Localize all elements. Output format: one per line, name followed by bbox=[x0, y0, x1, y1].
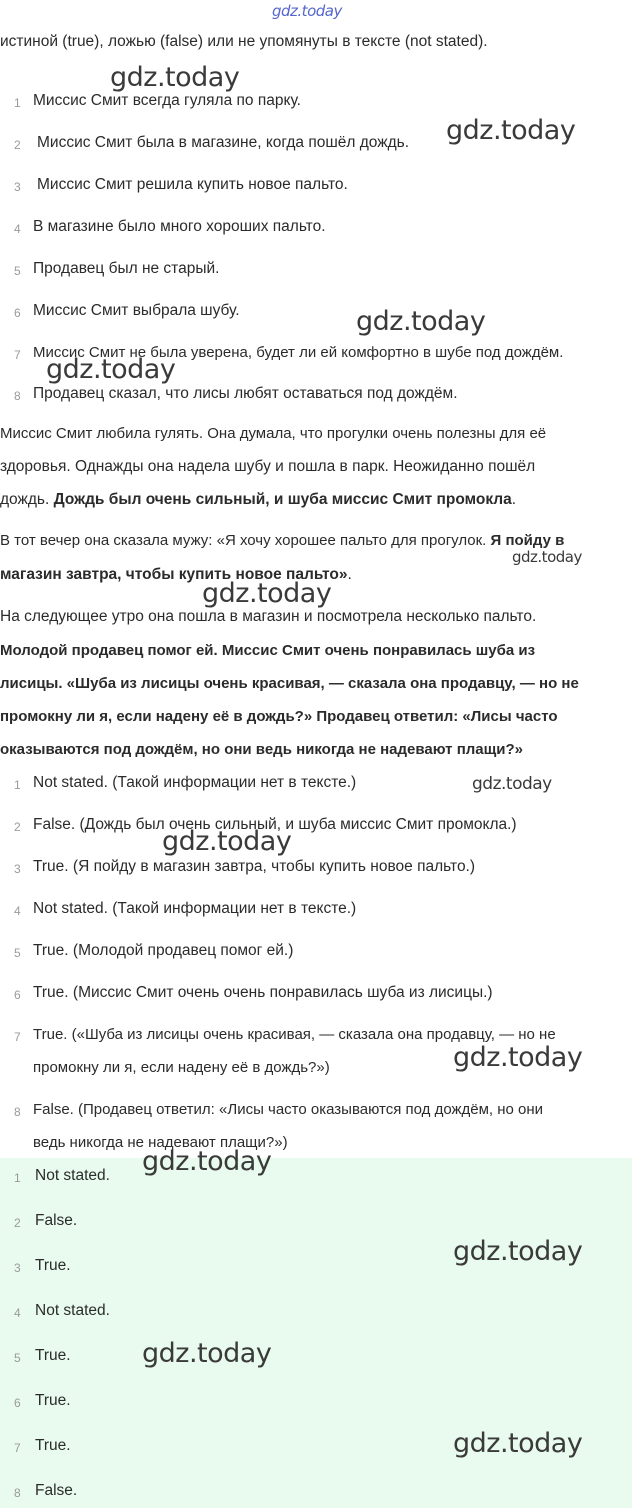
item-text: Not stated. bbox=[35, 1167, 110, 1184]
item-number: 7 bbox=[14, 1441, 21, 1455]
item-text: Миссис Смит решила купить новое пальто. bbox=[37, 176, 348, 193]
item-text: ведь никогда не надевают плащи?») bbox=[33, 1134, 288, 1151]
watermark: gdz.today bbox=[110, 62, 240, 93]
item-number: 8 bbox=[14, 1486, 21, 1500]
item-number: 2 bbox=[14, 1216, 21, 1230]
story-line: Молодой продавец помог ей. Миссис Смит очень понравилась шуба из bbox=[0, 642, 536, 659]
story-bold: Я пойду в bbox=[490, 532, 565, 549]
item-text: True. («Шуба из лисицы очень красивая, — сказала она продавцу, — но не bbox=[33, 1026, 556, 1043]
item-text: промокну ли я, если надену её в дождь?») bbox=[33, 1059, 330, 1076]
item-number: 1 bbox=[14, 1171, 21, 1185]
story-line: лисицы. «Шуба из лисицы очень красивая, — сказала она продавцу, — но не bbox=[0, 675, 579, 692]
item-text: False. (Продавец ответил: «Лисы часто оказываются под дождём, но они bbox=[33, 1101, 544, 1118]
item-text: Миссис Смит не была уверена, будет ли ей комфортно в шубе под дождём. bbox=[33, 344, 564, 361]
item-number: 5 bbox=[14, 946, 21, 960]
item-text: True. bbox=[35, 1257, 71, 1274]
item-text: True. (Я пойду в магазин завтра, чтобы купить новое пальто.) bbox=[33, 858, 476, 875]
item-number: 7 bbox=[14, 1030, 21, 1044]
story-span: . bbox=[511, 491, 517, 508]
watermark: gdz.today bbox=[453, 1236, 583, 1267]
story-line: оказываются под дождём, но они ведь никогда не надевают плащи?» bbox=[0, 741, 524, 758]
item-text: True. (Молодой продавец помог ей.) bbox=[33, 942, 294, 959]
item-number: 1 bbox=[14, 96, 21, 110]
item-number: 1 bbox=[14, 778, 21, 792]
watermark: gdz.today bbox=[446, 115, 576, 146]
watermark: gdz.today bbox=[142, 1338, 272, 1369]
item-text: В магазине было много хороших пальто. bbox=[33, 218, 326, 235]
watermark: gdz.today bbox=[162, 826, 292, 857]
story-span: . bbox=[347, 566, 352, 583]
watermark: gdz.today bbox=[356, 306, 486, 337]
item-number: 5 bbox=[14, 264, 21, 278]
watermark: gdz.today bbox=[472, 774, 552, 794]
item-text: True. bbox=[35, 1347, 71, 1364]
item-text: Продавец был не старый. bbox=[33, 260, 220, 277]
item-number: 3 bbox=[14, 180, 21, 194]
item-text: Миссис Смит была в магазине, когда пошёл дождь. bbox=[37, 134, 410, 151]
watermark: gdz.today bbox=[512, 548, 582, 566]
item-number: 5 bbox=[14, 1351, 21, 1365]
item-number: 2 bbox=[14, 138, 21, 152]
story-line bbox=[0, 491, 516, 509]
item-text: Not stated. (Такой информации нет в тексте.) bbox=[33, 900, 357, 917]
watermark: gdz.today bbox=[453, 1042, 583, 1073]
story-bold: магазин завтра, чтобы купить новое пальто» bbox=[0, 566, 348, 583]
item-text: False. (Дождь был очень сильный, и шуба миссис Смит промокла.) bbox=[33, 816, 517, 833]
story-line: здоровья. Однажды она надела шубу и пошла в парк. Неожиданно пошёл bbox=[0, 458, 536, 475]
item-number: 4 bbox=[14, 1306, 21, 1320]
watermark: gdz.today bbox=[142, 1146, 272, 1177]
item-text: Not stated. bbox=[35, 1302, 110, 1319]
item-number: 8 bbox=[14, 1105, 21, 1119]
item-text: False. bbox=[35, 1482, 78, 1499]
item-number: 2 bbox=[14, 820, 21, 834]
item-number: 6 bbox=[14, 988, 21, 1002]
intro-text: истиной (true), ложью (false) или не упомянуты в тексте (not stated). bbox=[0, 33, 488, 50]
story-line: Миссис Смит любила гулять. Она думала, что прогулки очень полезны для её bbox=[0, 425, 547, 442]
story-line: На следующее утро она пошла в магазин и посмотрела несколько пальто. bbox=[0, 608, 537, 625]
story-bold: Дождь был очень сильный, и шуба миссис Смит промокла bbox=[53, 491, 512, 508]
item-number: 6 bbox=[14, 306, 21, 320]
item-number: 6 bbox=[14, 1396, 21, 1410]
watermark: gdz.today bbox=[202, 578, 332, 609]
item-text: True. (Миссис Смит очень очень понравилась шуба из лисицы.) bbox=[33, 984, 493, 1001]
item-number: 4 bbox=[14, 222, 21, 236]
story-line: промокну ли я, если надену её в дождь?» Продавец ответил: «Лисы часто bbox=[0, 708, 558, 725]
watermark: gdz.today bbox=[453, 1428, 583, 1459]
item-number: 3 bbox=[14, 862, 21, 876]
watermark: gdz.today bbox=[46, 354, 176, 385]
item-text: Миссис Смит всегда гуляла по парку. bbox=[33, 92, 301, 109]
item-number: 3 bbox=[14, 1261, 21, 1275]
story-span: дождь. bbox=[0, 491, 54, 508]
item-text: False. bbox=[35, 1212, 78, 1229]
item-text: Not stated. (Такой информации нет в тексте.) bbox=[33, 774, 357, 791]
item-text: Миссис Смит выбрала шубу. bbox=[33, 302, 240, 319]
item-text: Продавец сказал, что лисы любят оставаться под дождём. bbox=[33, 385, 458, 402]
story-line bbox=[0, 532, 564, 549]
watermark: gdz.today bbox=[272, 2, 342, 20]
item-number: 8 bbox=[14, 389, 21, 403]
item-number: 4 bbox=[14, 904, 21, 918]
item-number: 7 bbox=[14, 348, 21, 362]
story-span: В тот вечер она сказала мужу: «Я хочу хорошее пальто для прогулок. bbox=[0, 532, 491, 549]
item-text: True. bbox=[35, 1437, 71, 1454]
item-text: True. bbox=[35, 1392, 71, 1409]
